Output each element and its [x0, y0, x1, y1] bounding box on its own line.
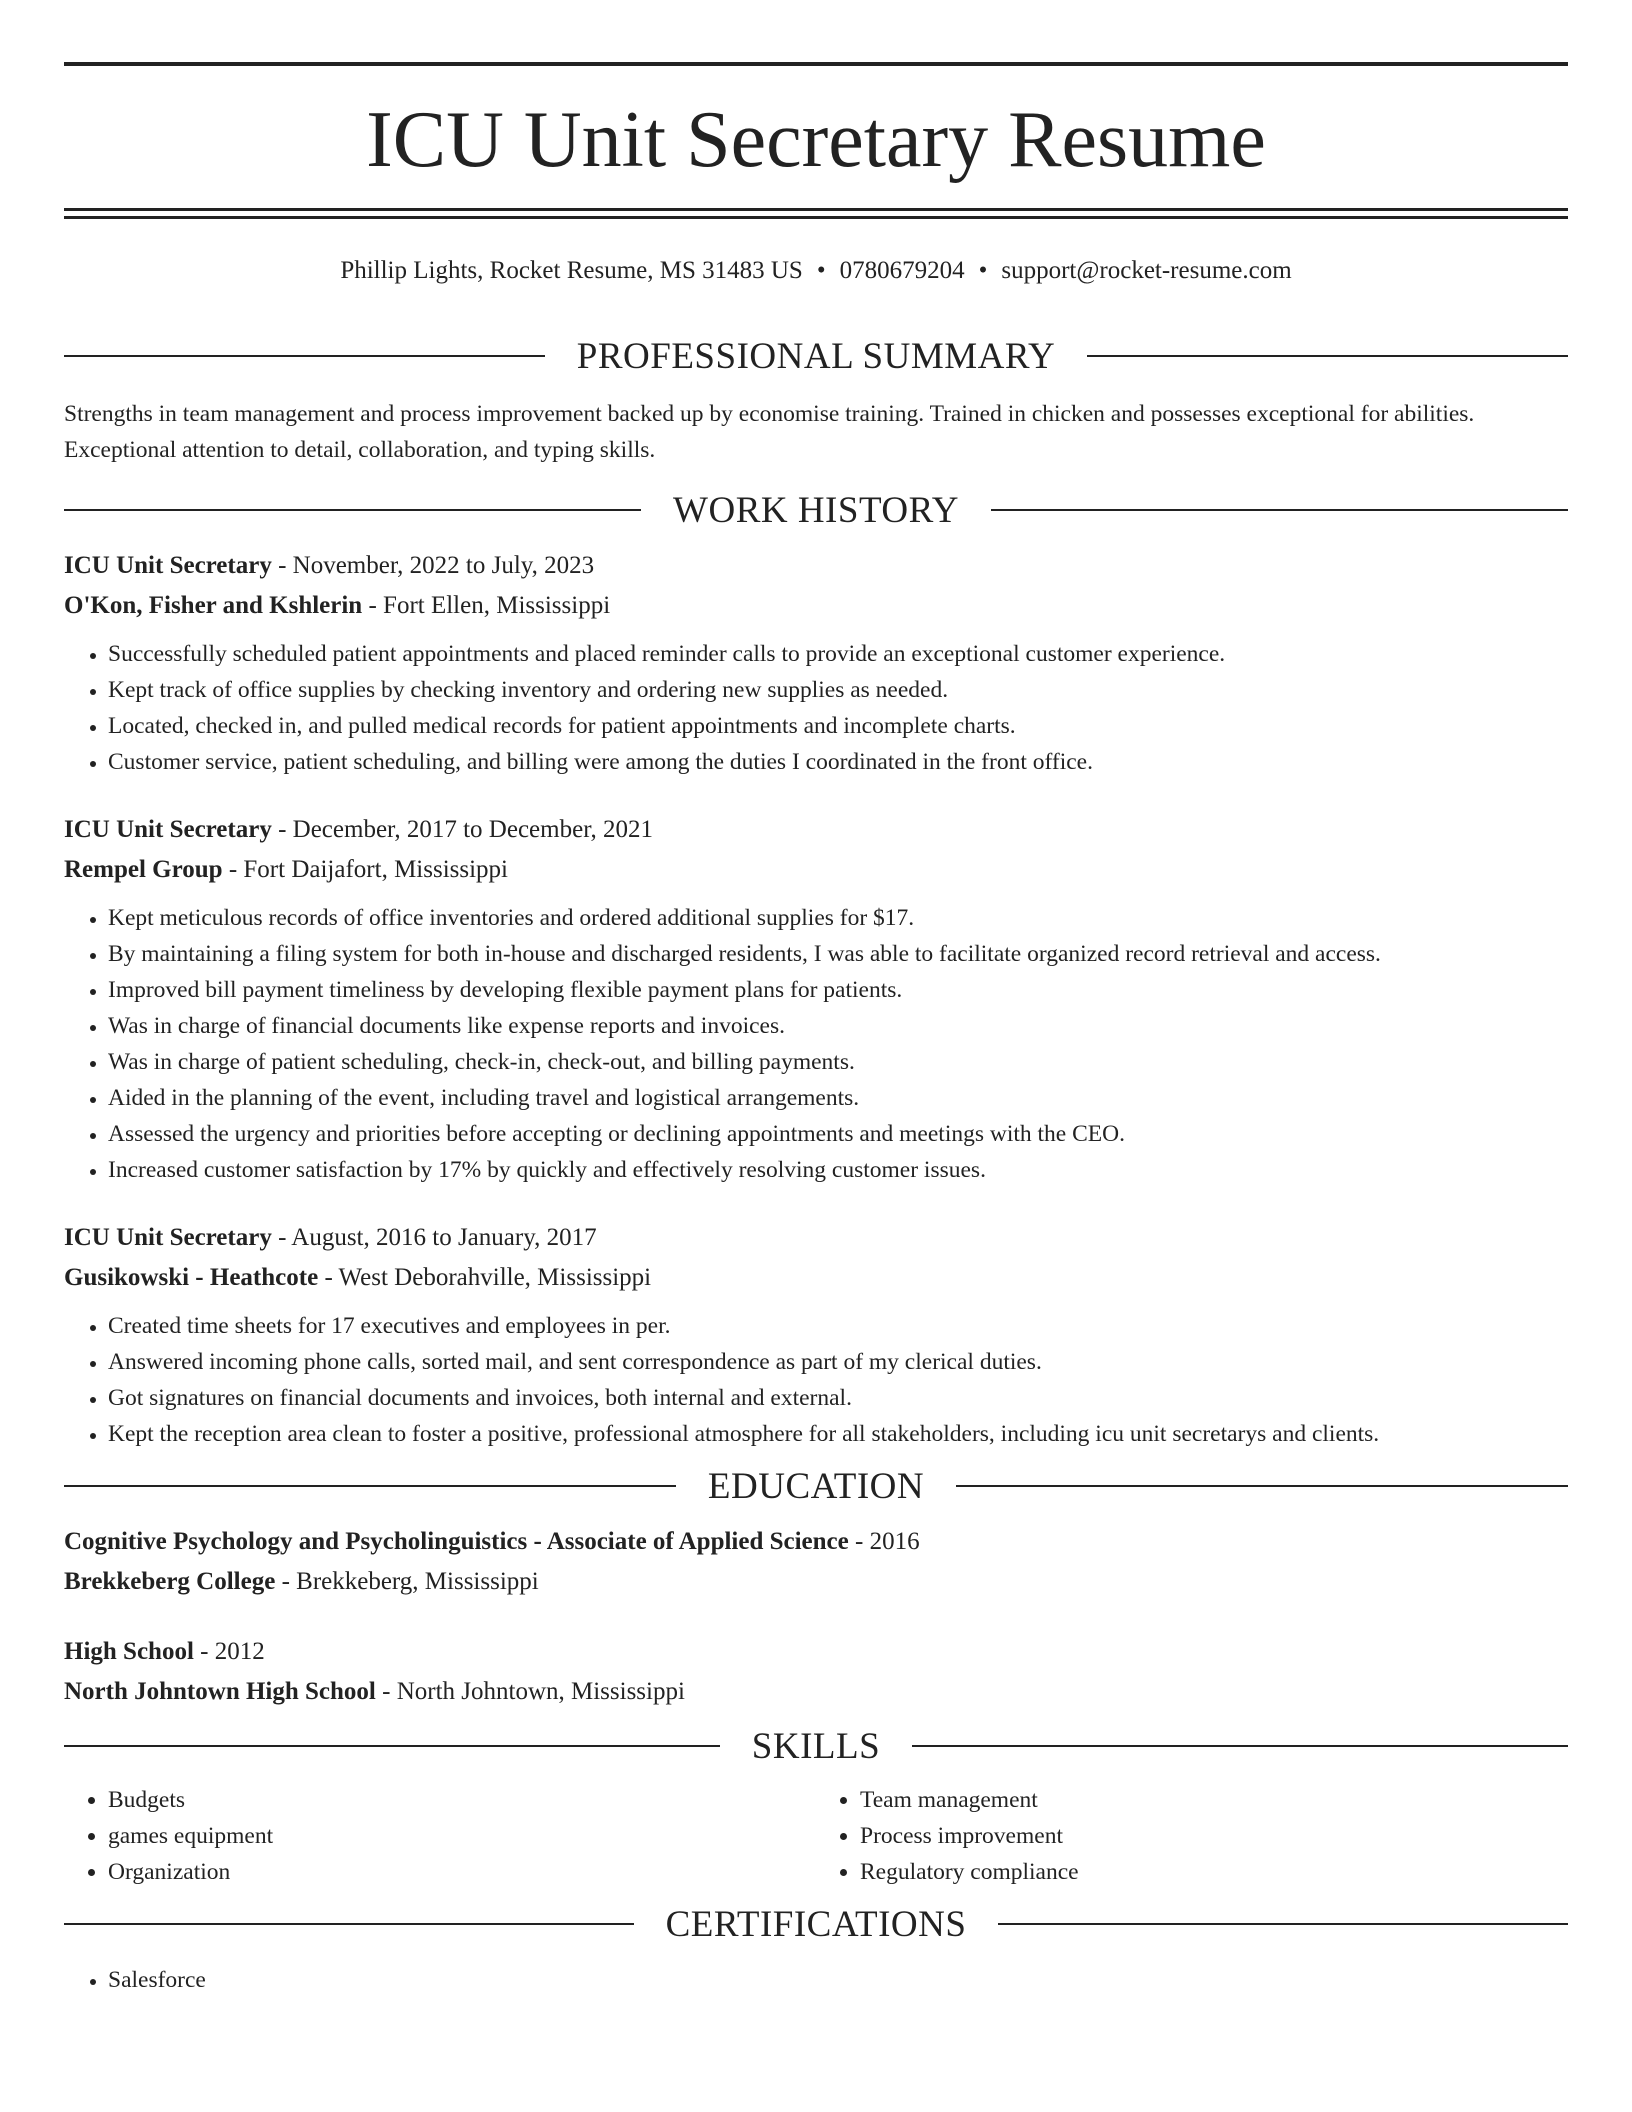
job-location: - Fort Ellen, Mississippi — [362, 592, 611, 619]
education-entry — [64, 1522, 1568, 1602]
section-heading-summary — [64, 328, 1568, 384]
job-company: O'Kon, Fisher and Kshlerin — [64, 592, 363, 619]
heading-rule — [912, 1745, 1568, 1747]
section-heading-work-history — [64, 482, 1568, 538]
job-duties — [64, 900, 1568, 1188]
skills-list — [64, 1782, 1568, 1890]
list-item: • Customer service, patient scheduling, and billing were among the duties I coordinated in the front office. — [108, 744, 1568, 780]
heading-rule — [1087, 355, 1568, 357]
list-item: • Assessed the urgency and priorities before accepting or declining appointments and meetings with the CEO. — [108, 1116, 1568, 1152]
job-company: Gusikowski - Heathcote — [64, 1264, 319, 1291]
degree-year: - 2016 — [848, 1528, 920, 1555]
job-location: - West Deborahville, Mississippi — [318, 1264, 652, 1291]
list-item: • Answered incoming phone calls, sorted mail, and sent correspondence as part of my clerical duties. — [108, 1344, 1568, 1380]
list-item: • Kept the reception area clean to foster a positive, professional atmosphere for all stakeholders, including icu unit secretarys and clients. — [108, 1416, 1568, 1452]
heading-rule — [64, 1485, 676, 1487]
section-title: SKILLS — [751, 1725, 881, 1767]
section-title: CERTIFICATIONS — [665, 1903, 967, 1945]
degree-line — [64, 1632, 1568, 1672]
job-title-line — [64, 546, 1568, 586]
section-title: PROFESSIONAL SUMMARY — [576, 335, 1056, 377]
list-item: • Improved bill payment timeliness by developing flexible payment plans for patients. — [108, 972, 1568, 1008]
job-company: Rempel Group — [64, 856, 223, 883]
job-dates: - December, 2017 to December, 2021 — [271, 816, 654, 843]
job-entry — [64, 1218, 1568, 1452]
resume-content — [64, 328, 1568, 1998]
job-company-line — [64, 850, 1568, 890]
list-item: • Was in charge of patient scheduling, check-in, check-out, and billing payments. — [108, 1044, 1568, 1080]
list-item: • Kept meticulous records of office inventories and ordered additional supplies for $17. — [108, 900, 1568, 936]
list-item: • Regulatory compliance — [860, 1854, 1568, 1890]
job-duties — [64, 636, 1568, 780]
top-rule — [64, 62, 1568, 66]
list-item: • By maintaining a filing system for both in-house and discharged residents, I was able to facilitate organized record retrieval and access. — [108, 936, 1568, 972]
school-line — [64, 1672, 1568, 1712]
school-line — [64, 1562, 1568, 1602]
list-item: • Budgets — [108, 1782, 816, 1818]
certifications-list — [64, 1962, 1568, 1998]
summary-text: Strengths in team management and process improvement backed up by economise training. Trained in chicken and possesses exceptional for abilities. Exceptional attention to detail, collaboration, and typing skills. — [64, 401, 1475, 463]
heading-rule — [956, 1485, 1568, 1487]
school: North Johntown High School — [64, 1678, 376, 1705]
job-entry — [64, 546, 1568, 780]
education-entry — [64, 1632, 1568, 1712]
list-item: • Was in charge of financial documents like expense reports and invoices. — [108, 1008, 1568, 1044]
job-entry — [64, 810, 1568, 1188]
title-rule-upper — [64, 208, 1568, 211]
job-title: ICU Unit Secretary — [64, 1224, 272, 1251]
job-title: ICU Unit Secretary — [64, 552, 272, 579]
job-company-line — [64, 586, 1568, 626]
list-item: • games equipment — [108, 1818, 816, 1854]
degree-year: - 2012 — [193, 1638, 265, 1665]
job-duties — [64, 1308, 1568, 1452]
list-item: • Aided in the planning of the event, including travel and logistical arrangements. — [108, 1080, 1568, 1116]
contact-email: support@rocket-resume.com — [1001, 257, 1292, 284]
job-title: ICU Unit Secretary — [64, 816, 272, 843]
section-heading-education — [64, 1458, 1568, 1514]
job-title-line — [64, 810, 1568, 850]
heading-rule — [64, 355, 545, 357]
contact-line — [0, 254, 1632, 288]
list-item: • Team management — [860, 1782, 1568, 1818]
list-item: • Increased customer satisfaction by 17% by quickly and effectively resolving customer issues. — [108, 1152, 1568, 1188]
contact-separator: • — [816, 257, 826, 284]
job-company-line — [64, 1258, 1568, 1298]
heading-rule — [991, 509, 1568, 511]
list-item: • Kept track of office supplies by checking inventory and ordering new supplies as needed. — [108, 672, 1568, 708]
heading-rule — [64, 1923, 634, 1925]
skills-column-left — [64, 1782, 816, 1890]
section-title: EDUCATION — [707, 1465, 925, 1507]
job-title-line — [64, 1218, 1568, 1258]
section-heading-certifications — [64, 1896, 1568, 1952]
school-location: - Brekkeberg, Mississippi — [275, 1568, 539, 1595]
list-item: • Organization — [108, 1854, 816, 1890]
heading-rule — [998, 1923, 1568, 1925]
degree: High School — [64, 1638, 194, 1665]
degree: Cognitive Psychology and Psycholinguistics - Associate of Applied Science — [64, 1528, 849, 1555]
list-item: • Located, checked in, and pulled medical records for patient appointments and incomplete charts. — [108, 708, 1568, 744]
job-location: - Fort Daijafort, Mississippi — [222, 856, 508, 883]
job-dates: - November, 2022 to July, 2023 — [271, 552, 595, 579]
school-location: - North Johntown, Mississippi — [375, 1678, 685, 1705]
title-rule-lower — [64, 216, 1568, 219]
list-item: • Got signatures on financial documents and invoices, both internal and external. — [108, 1380, 1568, 1416]
job-dates: - August, 2016 to January, 2017 — [271, 1224, 597, 1251]
contact-phone: 0780679204 — [839, 257, 965, 284]
school: Brekkeberg College — [64, 1568, 276, 1595]
section-heading-skills — [64, 1718, 1568, 1774]
contact-separator: • — [978, 257, 988, 284]
list-item: • Salesforce — [108, 1962, 1568, 1998]
skills-column-right — [816, 1782, 1568, 1890]
contact-address: Phillip Lights, Rocket Resume, MS 31483 US — [340, 257, 803, 284]
list-item: • Successfully scheduled patient appointments and placed reminder calls to provide an exceptional customer experience. — [108, 636, 1568, 672]
page-title: ICU Unit Secretary Resume — [366, 96, 1266, 184]
degree-line — [64, 1522, 1568, 1562]
section-title: WORK HISTORY — [673, 489, 959, 531]
list-item: • Process improvement — [860, 1818, 1568, 1854]
heading-rule — [64, 509, 641, 511]
list-item: • Created time sheets for 17 executives and employees in per. — [108, 1308, 1568, 1344]
heading-rule — [64, 1745, 720, 1747]
